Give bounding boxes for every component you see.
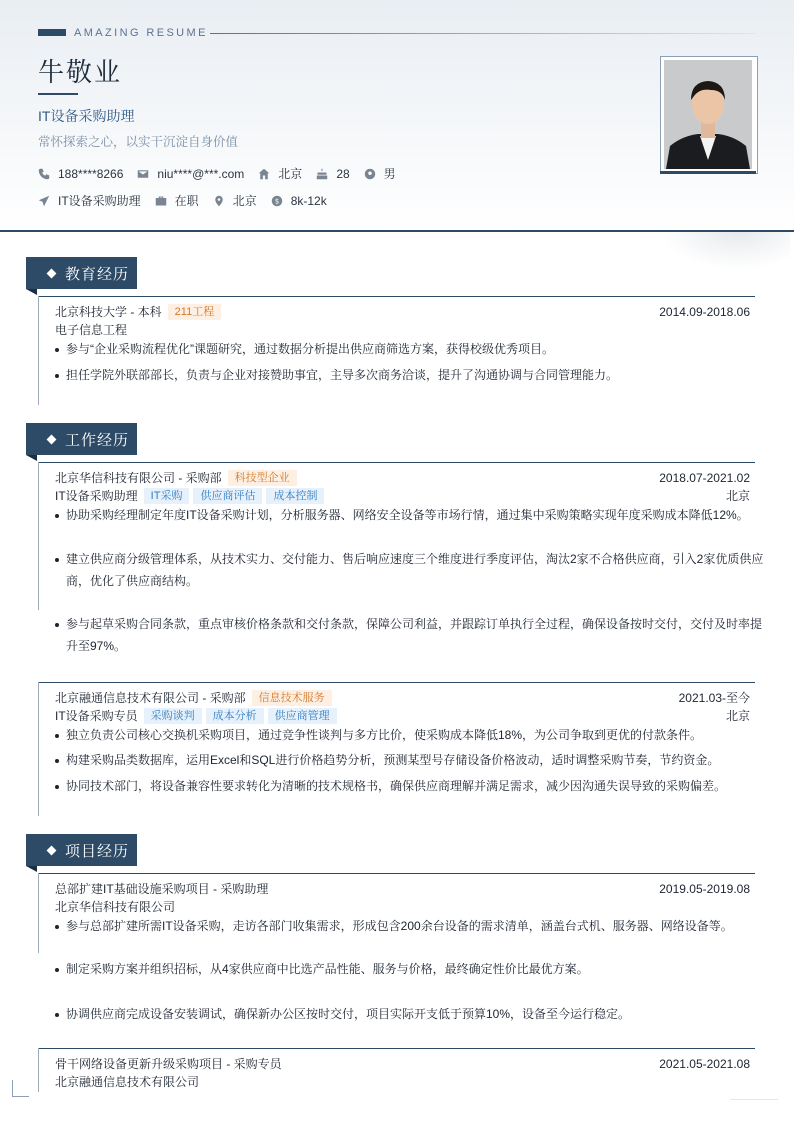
work-bullet: 构建采购品类数据库，运用Excel和SQL进行价格趋势分析，预测某型号存储设备价格波动，适时调整采购节奏，节约资金。: [55, 750, 766, 772]
education-date: 2014.09-2018.06: [659, 304, 750, 319]
role: IT设备采购专员: [55, 709, 138, 723]
section-title-work: [26, 423, 137, 455]
skill-tag: 供应商评估: [193, 488, 262, 504]
project-name: 总部扩建IT基础设施采购项目 - 采购助理: [55, 882, 269, 896]
ribbon-fold: [26, 866, 37, 872]
role-row: [55, 487, 750, 504]
photo-accent-bar: [660, 171, 756, 174]
education-entry: [38, 296, 755, 406]
project-entry: [38, 873, 755, 1043]
brand-text: AMAZING RESUME: [74, 27, 208, 39]
major: 电子信息工程: [55, 323, 128, 337]
location-item: [258, 165, 302, 182]
entry-left-line: [38, 682, 39, 816]
ribbon-fold: [26, 289, 37, 295]
skill-tag: 采购谈判: [144, 708, 202, 724]
project-date: 2021.05-2021.08: [659, 1056, 750, 1071]
entry-top-line: [38, 1048, 755, 1049]
school-name: 北京科技大学 - 本科: [55, 305, 162, 319]
work-entry: [38, 682, 755, 816]
job-intent-row: [38, 192, 341, 209]
project-bullet: 参与总部扩建所需IT设备采购，走访各部门收集需求，形成包含200余台设备的需求清单，涵盖台式机、服务器、网络设备等。: [55, 916, 766, 938]
profile-photo: [664, 60, 752, 169]
gender-text: 男: [383, 167, 396, 181]
entry-left-line: [38, 296, 39, 405]
age-item: [316, 167, 349, 181]
skill-tag: IT采购: [144, 488, 190, 504]
status-text: 在职: [174, 194, 199, 208]
cake-icon: [316, 168, 328, 180]
project-company-row: [55, 1073, 750, 1090]
work-bullet: 协助采购经理制定年度IT设备采购计划，分析服务器、网络安全设备等市场行情，通过集中采购策略实现年度采购成本降低12%。: [55, 505, 766, 527]
entry-left-line: [38, 462, 39, 610]
section-label: 工作经历: [65, 431, 130, 449]
company-name: 北京华信科技有限公司 - 采购部: [55, 471, 222, 485]
intent-city-item: [213, 192, 257, 209]
brand-line: [210, 33, 755, 34]
intent-position-item: [38, 192, 141, 209]
pin-icon: [213, 195, 225, 207]
entry-top-line: [38, 296, 755, 297]
header-shadow: [660, 230, 790, 270]
entry-top-line: [38, 682, 755, 683]
work-header-row: [55, 469, 750, 486]
candidate-name: 牛敬业: [38, 57, 123, 87]
entry-left-line: [38, 1048, 39, 1092]
entry-left-line: [38, 873, 39, 953]
skill-tag: 成本控制: [266, 488, 324, 504]
work-entry: [38, 462, 764, 677]
email-item: [137, 167, 244, 181]
project-company-row: [55, 898, 750, 915]
project-header-row: [55, 1055, 750, 1072]
phone-item: [38, 167, 123, 181]
section-title-project: [26, 834, 137, 866]
mail-icon: [137, 168, 149, 180]
project-entry: [38, 1048, 755, 1098]
role: IT设备采购助理: [55, 489, 138, 503]
company-name: 北京融通信息技术有限公司 - 采购部: [55, 691, 246, 705]
intent-position-text: IT设备采购助理: [58, 194, 141, 208]
brand-bar: [38, 29, 66, 36]
briefcase-icon: [155, 195, 167, 207]
page-corner-line: [730, 1099, 778, 1100]
intent-city-text: 北京: [232, 194, 257, 208]
work-bullet: 参与起草采购合同条款，重点审核价格条款和交付条款，保障公司利益，并跟踪订单执行全过程，确保设备按时交付，交付及时率提升至97%。: [55, 614, 766, 657]
contact-row: [38, 165, 410, 182]
company-tag: 信息技术服务: [252, 690, 332, 706]
school-tag: 211工程: [168, 304, 222, 320]
education-bullet: 参与“企业采购流程优化”课题研究，通过数据分析提出供应商筛选方案，获得校级优秀项目。: [55, 339, 766, 361]
diamond-icon: [47, 845, 57, 855]
work-date: 2018.07-2021.02: [659, 470, 750, 485]
email-text: niu****@***.com: [157, 166, 245, 181]
phone-icon: [38, 168, 50, 180]
project-company: 北京华信科技有限公司: [55, 900, 176, 914]
project-bullet: 协调供应商完成设备安装调试，确保新办公区按时交付，项目实际开支低于预算10%，设备至今运行稳定。: [55, 1004, 766, 1026]
work-city: 北京: [725, 709, 750, 723]
name-underline: [38, 93, 78, 95]
project-header-row: [55, 880, 750, 897]
diamond-icon: [47, 434, 57, 444]
section-title-education: [26, 257, 137, 289]
location-text: 北京: [278, 167, 303, 181]
company-tag: 科技型企业: [228, 470, 297, 486]
motto: 常怀探索之心，以实干沉淀自身价值: [38, 135, 239, 149]
diamond-icon: [47, 268, 57, 278]
project-name: 骨干网络设备更新升级采购项目 - 采购专员: [55, 1057, 282, 1071]
age-text: 28: [336, 166, 350, 181]
money-icon: [271, 195, 283, 207]
home-icon: [258, 168, 270, 180]
entry-top-line: [38, 462, 755, 463]
project-bullet: 制定采购方案并组织招标，从4家供应商中比选产品性能、服务与价格，最终确定性价比最优方案。: [55, 959, 766, 981]
project-company: 北京融通信息技术有限公司: [55, 1075, 200, 1089]
section-label: 项目经历: [65, 842, 130, 860]
salary-item: [271, 194, 327, 208]
profile-photo-frame: [660, 56, 758, 174]
ribbon-fold: [26, 455, 37, 461]
work-date: 2021.03-至今: [678, 691, 750, 705]
send-icon: [38, 195, 50, 207]
gender-item: [364, 165, 396, 182]
education-header-row: [55, 303, 750, 320]
gender-icon: [364, 168, 376, 180]
status-item: [155, 192, 199, 209]
project-date: 2019.05-2019.08: [659, 881, 750, 896]
work-city: 北京: [725, 489, 750, 503]
section-label: 教育经历: [65, 265, 130, 283]
major-row: [55, 321, 750, 338]
job-title: IT设备采购助理: [38, 108, 135, 124]
work-bullet: 独立负责公司核心交换机采购项目，通过竞争性谈判与多方比价，使采购成本降低18%，为公司争取到更优的付款条件。: [55, 725, 766, 747]
entry-top-line: [38, 873, 755, 874]
phone-text: 188****8266: [58, 166, 124, 181]
skill-tag: 成本分析: [206, 708, 264, 724]
page-corner-mark: [12, 1080, 29, 1097]
work-header-row: [55, 689, 750, 706]
work-bullet: 建立供应商分级管理体系，从技术实力、交付能力、售后响应速度三个维度进行季度评估，淘汰2家不合格供应商，引入2家优质供应商，优化了供应商结构。: [55, 549, 766, 592]
svg-text:$: $: [274, 197, 279, 206]
skill-tag: 供应商管理: [268, 708, 337, 724]
education-bullet: 担任学院外联部部长，负责与企业对接赞助事宜，主导多次商务洽谈，提升了沟通协调与合同管理能力。: [55, 365, 766, 387]
work-bullet: 协同技术部门，将设备兼容性要求转化为清晰的技术规格书，确保供应商理解并满足需求，减少因沟通失误导致的采购偏差。: [55, 776, 766, 798]
role-row: [55, 707, 750, 724]
salary-text: 8k-12k: [290, 193, 327, 208]
